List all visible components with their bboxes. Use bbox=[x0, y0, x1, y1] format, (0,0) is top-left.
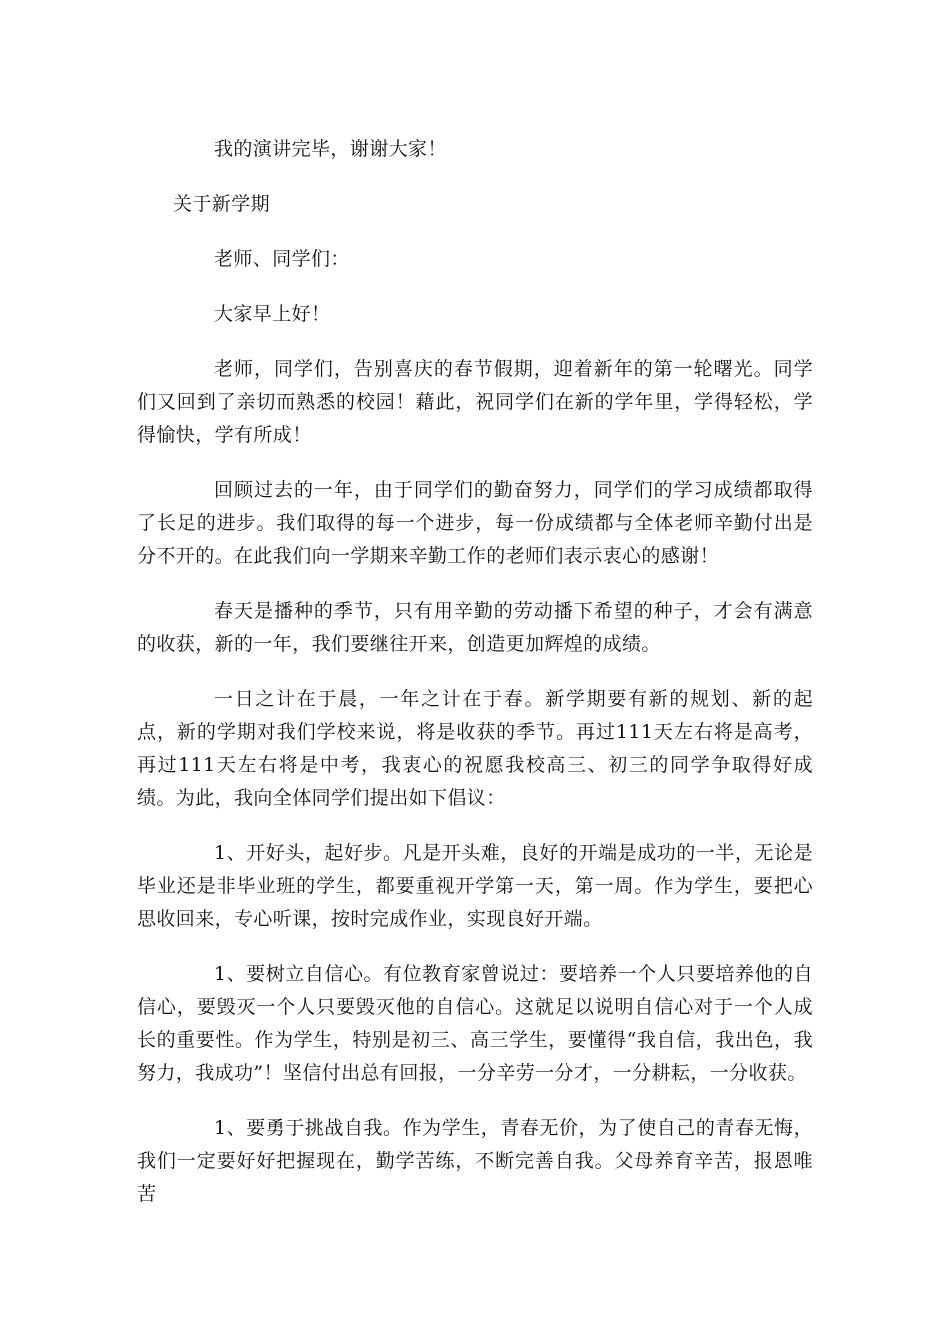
paragraph-4: 一日之计在于晨，一年之计在于春。新学期要有新的规划、新的起点，新的学期对我们学校来说，将是收获的季节。再过111天左右将是高考，再过111天左右将是中考，我衷心的祝愿我校高三、初三的同学争取得好成绩。为此，我向全体同学们提出如下倡议： bbox=[137, 688, 813, 809]
paragraph-5: 1、开好头，起好步。凡是开头难，良好的开端是成功的一半，无论是毕业还是非毕业班的学生，都要重视开学第一天，第一周。作为学生，要把心思收回来，专心听课，按时完成作业，实现良好开端。 bbox=[137, 842, 813, 930]
paragraph-2: 回顾过去的一年，由于同学们的勤奋努力，同学们的学习成绩都取得了长足的进步。我们取得的每一个进步，每一份成绩都与全体老师辛勤付出是分不开的。在此我们向一学期来辛勤工作的老师们表示衷心的感谢！ bbox=[137, 479, 813, 567]
document-body bbox=[137, 133, 813, 1233]
paragraph-3: 春天是播种的季节，只有用辛勤的劳动播下希望的种子，才会有满意的收获，新的一年，我们要继往开来，创造更加辉煌的成绩。 bbox=[137, 600, 813, 655]
paragraph-6: 1、要树立自信心。有位教育家曾说过：要培养一个人只要培养他的自信心，要毁灭一个人只要毁灭他的自信心。这就足以说明自信心对于一个人成长的重要性。作为学生，特别是初三、高三学生，要懂得“我自信，我出色，我努力，我成功”！坚信付出总有回报，一分辛劳一分才，一分耕耘，一分收获。 bbox=[137, 963, 813, 1084]
closing-line: 我的演讲完毕，谢谢大家！ bbox=[214, 138, 447, 160]
greeting: 大家早上好！ bbox=[214, 303, 331, 325]
paragraph-1: 老师，同学们，告别喜庆的春节假期，迎着新年的第一轮曙光。同学们又回到了亲切而熟悉的校园！藉此，祝同学们在新的学年里，学得轻松，学得愉快，学有所成！ bbox=[137, 358, 813, 446]
paragraph-7: 1、要勇于挑战自我。作为学生，青春无价，为了使自己的青春无悔，我们一定要好好把握现在，勤学苦练，不断完善自我。父母养育辛苦，报恩唯苦 bbox=[137, 1117, 813, 1205]
section-title: 关于新学期 bbox=[173, 193, 271, 215]
salutation: 老师、同学们： bbox=[214, 248, 350, 270]
